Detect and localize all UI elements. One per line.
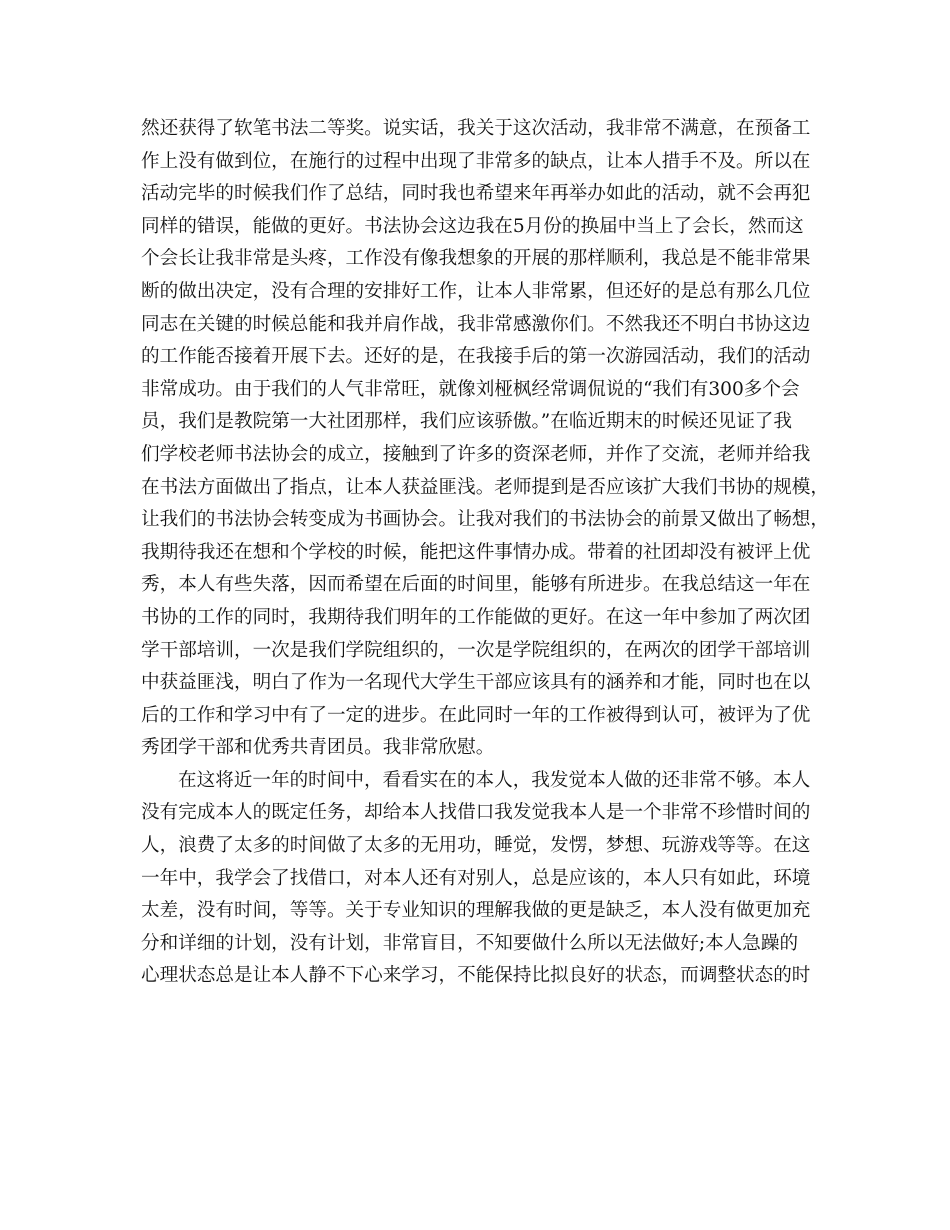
text-line: 学干部培训，一次是我们学院组织的，一次是学院组织的，在两次的团学干部培训: [141, 639, 811, 661]
text-line: 书协的工作的同时，我期待我们明年的工作能做的更好。在这一年中参加了两次团: [141, 606, 811, 628]
text-line: 同样的错误，能做的更好。书法协会这边我在5月份的换届中当上了会长，然而这: [141, 215, 804, 237]
text-line: 非常成功。由于我们的人气非常旺，就像刘桠枫经常调侃说的“我们有300多个会: [141, 378, 800, 400]
text-line: 活动完毕的时候我们作了总结，同时我也希望来年再举办如此的活动，就不会再犯: [141, 183, 811, 205]
text-line: 中获益匪浅，明白了作为一名现代大学生干部应该具有的涵养和才能，同时也在以: [141, 672, 811, 694]
text-line: 秀团学干部和优秀共青团员。我非常欣慰。: [141, 737, 495, 759]
text-line-indented: 在这将近一年的时间中，看看实在的本人，我发觉本人做的还非常不够。本人: [178, 769, 811, 791]
text-line: 分和详细的计划，没有计划，非常盲目，不知要做什么所以无法做好;本人急躁的: [141, 932, 799, 954]
paragraph-1: [141, 113, 831, 765]
text-line: 个会长让我非常是头疼，工作没有像我想象的开展的那样顺利，我总是不能非常果: [141, 248, 811, 270]
text-line: 心理状态总是让本人静不下心来学习，不能保持比拟良好的状态，而调整状态的时: [141, 965, 811, 987]
text-line: 一年中，我学会了找借口，对本人还有对别人，总是应该的，本人只有如此，环境: [141, 867, 811, 889]
text-line: 太差，没有时间，等等。关于专业知识的理解我做的更是缺乏，本人没有做更加充: [141, 900, 811, 922]
text-line: 人，浪费了太多的时间做了太多的无用功，睡觉，发愣，梦想、玩游戏等等。在这: [141, 835, 811, 857]
text-line: 秀，本人有些失落，因而希望在后面的时间里，能够有所进步。在我总结这一年在: [141, 574, 811, 596]
text-line: 我期待我还在想和个学校的时候，能把这件事情办成。带着的社团却没有被评上优: [141, 541, 811, 563]
text-line: 让我们的书法协会转变成为书画协会。让我对我们的书法协会的前景又做出了畅想，: [141, 509, 829, 531]
text-line: 后的工作和学习中有了一定的进步。在此同时一年的工作被得到认可，被评为了优: [141, 704, 811, 726]
text-line: 断的做出决定，没有合理的安排好工作，让本人非常累，但还好的是总有那么几位: [141, 280, 811, 302]
text-line: 在书法方面做出了指点，让本人获益匪浅。老师提到是否应该扩大我们书协的规模，: [141, 476, 829, 498]
paragraph-2: [141, 765, 831, 993]
text-line: 员，我们是教院第一大社团那样，我们应该骄傲。”在临近期末的时候还见证了我: [141, 411, 792, 433]
text-line: 的工作能否接着开展下去。还好的是，在我接手后的第一次游园活动，我们的活动: [141, 346, 811, 368]
text-line: 作上没有做到位，在施行的过程中出现了非常多的缺点，让本人措手不及。所以在: [141, 150, 811, 172]
text-line: 没有完成本人的既定任务，却给本人找借口我发觉我本人是一个非常不珍惜时间的: [141, 802, 811, 824]
text-line: 们学校老师书法协会的成立，接触到了许多的资深老师，并作了交流，老师并给我: [141, 443, 811, 465]
text-line: 同志在关键的时候总能和我并肩作战，我非常感激你们。不然我还不明白书协这边: [141, 313, 811, 335]
text-line: 然还获得了软笔书法二等奖。说实话，我关于这次活动，我非常不满意，在预备工: [141, 118, 811, 139]
body-text: [141, 113, 831, 993]
